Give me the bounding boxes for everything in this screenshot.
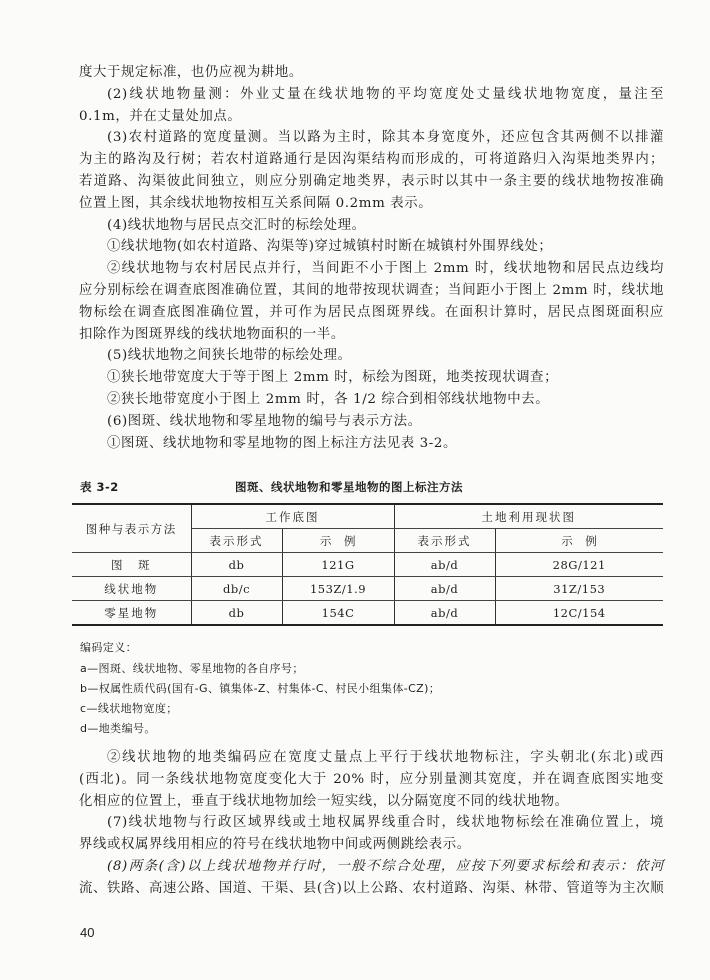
annotation-table (72, 503, 663, 626)
body-line: (4)线状地物与居民点交汇时的标绘处理。 (107, 217, 366, 233)
row-label: 图 斑 (72, 553, 191, 577)
body-line: ②线状地物的地类编码应在宽度丈量点上平行于线状地物标注，字头朝北(东北)或西 (107, 750, 664, 765)
body-line: 位置上图，其余线状地物按相互关系间隔 0.2mm 表示。 (79, 195, 433, 211)
body-line: ②狭长地带宽度小于图上 2mm 时，各 1/2 综合到相邻线状地物中去。 (107, 392, 550, 407)
body-line: (8)两条(含)以上线状地物并行时，一般不综合处理，应按下列要求标绘和表示：依河 (107, 859, 664, 874)
table-cell: ab/d (394, 577, 495, 601)
table-number: 表 3-2 (80, 480, 119, 494)
body-line: ②线状地物与农村居民点并行，当间距不小于图上 2mm 时，线状地物和居民点边线均 (107, 261, 664, 277)
body-line: 0.1m，并在丈量处加点。 (79, 108, 242, 124)
body-line: 化相应的位置上，垂直于线状地物加绘一短实线，以分隔宽度不同的线状地物。 (79, 793, 569, 809)
body-line: 物标绘在调查底图准确位置，并可作为居民点图斑界线。在面积计算时，居民点图斑面积应 (79, 304, 664, 320)
body-line: ①图斑、线状地物和零星地物的图上标注方法见表 3-2。 (107, 435, 458, 451)
definition-item: c—线状地物宽度； (80, 702, 178, 715)
body-line: (3)农村道路的宽度量测。当以路为主时，除其本身宽度外，还应包含其两侧不以排灌 (107, 130, 664, 146)
table-cell: ab/d (394, 601, 495, 626)
table-cell: 121G (282, 553, 394, 577)
definition-item: d—地类编号。 (80, 722, 156, 735)
corner-header: 图种与表示方法 (72, 504, 191, 553)
body-line: 流、铁路、高速公路、国道、干渠、县(含)以上公路、农村道路、沟渠、林带、管道等为主次顺 (79, 880, 665, 896)
table-cell: db/c (191, 577, 282, 601)
definition-item: a—图斑、线状地物、零星地物的各自序号； (80, 662, 304, 675)
body-line: (西北)。同一条线状地物宽度变化大于 20% 时，应分别量测其宽度，并在调查底图实地变 (79, 771, 664, 787)
body-line: (2)线状地物量测：外业丈量在线状地物的平均宽度处丈量线状地物宽度，量注至 (107, 86, 664, 102)
group-header-landuse-map: 土地利用现状图 (394, 504, 663, 529)
table-cell: db (191, 553, 282, 577)
sub-header: 示 例 (282, 529, 394, 553)
body-line: ①线状地物(如农村道路、沟渠等)穿过城镇村时断在城镇村外围界线处； (107, 239, 553, 255)
table-cell: 154C (282, 601, 394, 626)
body-line: 为主的路沟及行树；若农村道路通行是因沟渠结构而形成的，可将道路归入沟渠地类界内； (79, 152, 664, 168)
row-label: 线状地物 (72, 577, 191, 601)
table-title: 图斑、线状地物和零星地物的图上标注方法 (235, 480, 463, 494)
table-cell: 12C/154 (495, 601, 663, 626)
group-header-work-map: 工作底图 (191, 504, 394, 529)
body-line: (7)线状地物与行政区域界线或土地权属界线重合时，线状地物标绘在准确位置上，境 (107, 815, 664, 831)
sub-header: 表示形式 (191, 529, 282, 553)
table-cell: db (191, 601, 282, 626)
table-cell: 31Z/153 (495, 577, 663, 601)
table-row (72, 553, 663, 577)
body-line: (5)线状地物之间狭长地带的标绘处理。 (107, 348, 352, 364)
body-line: 扣除作为图斑界线的线状地物面积的一半。 (79, 326, 345, 342)
table-row (72, 577, 663, 601)
body-line: (6)图斑、线状地物和零星地物的编号与表示方法。 (107, 413, 422, 429)
table-cell: ab/d (394, 553, 495, 577)
definitions-title: 编码定义： (80, 641, 137, 654)
table-cell: 28G/121 (495, 553, 663, 577)
body-line: 应分别标绘在调查底图准确位置，其间的地带按现状调查；当间距小于图上 2mm 时，线状地 (79, 283, 664, 298)
definition-item: b—权属性质代码(国有-G、镇集体-Z、村集体-C、村民小组集体-CZ)； (80, 682, 441, 695)
table-header-row (72, 504, 663, 529)
body-line: 度大于规定标准，也仍应视为耕地。 (79, 65, 303, 80)
table-cell: 153Z/1.9 (282, 577, 394, 601)
table-row (72, 601, 663, 626)
page-number: 40 (80, 925, 95, 940)
body-line: 若道路、沟渠彼此间独立，则应分别确定地类界，表示时以其中一条主要的线状地物按准确 (79, 174, 664, 189)
row-label: 零星地物 (72, 601, 191, 626)
sub-header: 表示形式 (394, 529, 495, 553)
body-line: ①狭长地带宽度大于等于图上 2mm 时，标绘为图斑，地类按现状调查； (107, 370, 559, 386)
body-line: 界线或权属界线用相应的符号在线状地物中间或两侧跳绘表示。 (79, 837, 471, 853)
sub-header: 示 例 (495, 529, 663, 553)
